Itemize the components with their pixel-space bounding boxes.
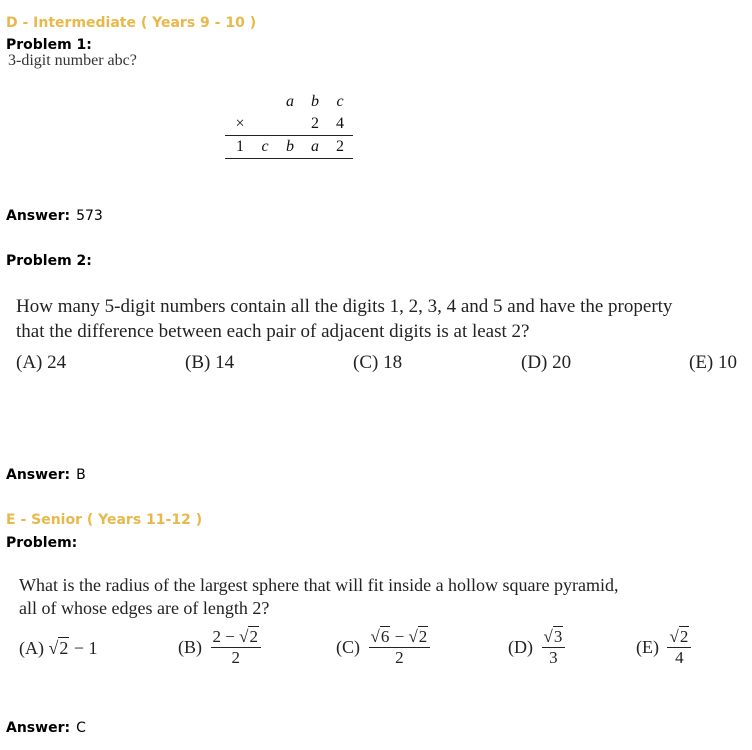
radicand: 6	[380, 627, 390, 646]
mult-top-b: b	[311, 93, 319, 110]
fraction	[369, 627, 431, 668]
choice-a-suffix: − 1	[69, 638, 98, 658]
fraction	[667, 627, 691, 668]
fraction-numerator	[211, 627, 261, 648]
fraction-numerator	[369, 627, 431, 648]
mult-result-b: b	[286, 138, 294, 155]
problem-2-choice-a: (A) 24	[16, 352, 67, 373]
problem-2-choice-c: (C) 18	[353, 352, 403, 373]
problem-2-answer	[6, 467, 86, 483]
answer-value: C	[76, 720, 86, 736]
num-prefix: 2 −	[212, 627, 240, 646]
section-title-intermediate: D - Intermediate ( Years 9 - 10 )	[6, 15, 257, 31]
fraction-numerator	[542, 627, 566, 648]
senior-choice-d	[508, 627, 565, 668]
problem-2-choice-b: (B) 14	[185, 352, 235, 373]
mult-rule-top	[225, 135, 353, 136]
sqrt-expression: √2	[239, 627, 258, 646]
radicand: 2	[249, 627, 258, 646]
problem-senior-answer	[6, 720, 86, 736]
sqrt-expression: √6	[370, 627, 390, 646]
fraction	[211, 627, 261, 668]
fraction-denominator: 2	[395, 648, 404, 667]
fraction-denominator: 4	[675, 648, 684, 667]
problem-senior-text-line-1: What is the radius of the largest sphere that will fit inside a hollow square pyramid,	[19, 575, 619, 595]
mult-result-2: 2	[336, 138, 344, 155]
sqrt-expression: √2	[408, 627, 428, 646]
mult-top-c: c	[336, 93, 344, 110]
radicand: 2	[418, 627, 428, 646]
senior-choice-b	[178, 627, 261, 668]
choice-e-letter: (E)	[636, 637, 659, 657]
num-mid: −	[390, 627, 409, 646]
sqrt-expression: √3	[543, 627, 563, 646]
fraction-denominator: 2	[231, 648, 240, 667]
mult-result-a: a	[311, 138, 319, 155]
section-title-senior: E - Senior ( Years 11-12 )	[6, 512, 203, 528]
answer-value: 573	[76, 208, 103, 224]
problem-2-text-line-2: that the difference between each pair of adjacent digits is at least 2?	[16, 321, 530, 342]
fraction-numerator	[667, 627, 691, 648]
mult-multiplier-2: 2	[311, 115, 319, 132]
senior-choice-a	[19, 638, 98, 659]
fraction	[542, 627, 566, 668]
answer-label: Answer:	[6, 208, 71, 224]
problem-senior-text-line-2: all of whose edges are of length 2?	[19, 598, 270, 618]
radicand: 2	[679, 627, 689, 646]
answer-value: B	[76, 467, 86, 483]
mult-rule-bottom	[225, 158, 353, 159]
problem-2-label: Problem 2:	[6, 253, 92, 269]
mult-result-1: 1	[236, 138, 244, 155]
sqrt-expression: √2	[48, 638, 69, 658]
answer-label: Answer:	[6, 720, 71, 736]
choice-d-letter: (D)	[508, 637, 533, 657]
problem-2-text-line-1: How many 5-digit numbers contain all the digits 1, 2, 3, 4 and 5 and have the property	[16, 296, 673, 317]
problem-2-choice-e: (E) 10	[689, 352, 738, 373]
problem-1-answer	[6, 208, 103, 224]
mult-operator: ×	[235, 115, 245, 132]
problem-2-choice-d: (D) 20	[521, 352, 572, 373]
mult-multiplier-4: 4	[336, 115, 344, 132]
choice-c-letter: (C)	[336, 637, 360, 657]
mult-top-a: a	[286, 93, 294, 110]
radicand: 3	[553, 627, 563, 646]
radicand: 2	[59, 638, 69, 658]
senior-choice-c	[336, 627, 430, 668]
problem-1-label: Problem 1:	[6, 37, 92, 53]
senior-choice-e	[636, 627, 691, 668]
answer-label: Answer:	[6, 467, 71, 483]
problem-senior-label: Problem:	[6, 535, 78, 551]
choice-a-letter: (A)	[19, 638, 44, 658]
fraction-denominator: 3	[549, 648, 558, 667]
choice-b-letter: (B)	[178, 637, 202, 657]
mult-result-c: c	[261, 138, 269, 155]
sqrt-expression: √2	[669, 627, 689, 646]
problem-1-text: 3-digit number abc?	[8, 52, 137, 69]
